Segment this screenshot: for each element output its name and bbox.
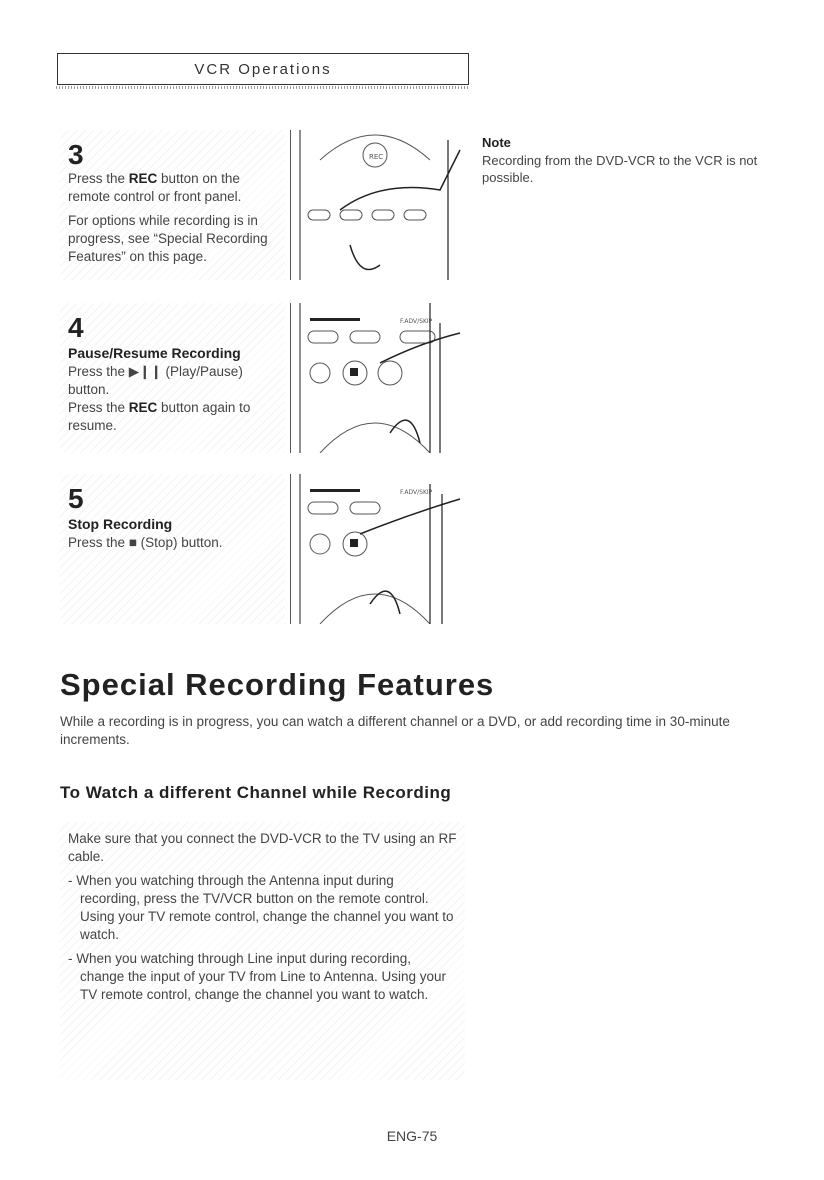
list-item: - When you watching through the Antenna input during recording, press the TV/VCR button on the remote control. Using your TV remote control, change the channel you want to watch. — [68, 873, 454, 942]
step-3 — [60, 130, 465, 280]
step-instruction: Press the REC button on the remote control or front panel. — [68, 171, 242, 204]
note-title: Note — [482, 135, 511, 150]
remote-label: F.ADV/SKIP — [400, 489, 433, 496]
note-text: Recording from the DVD-VCR to the VCR is not possible. — [482, 153, 758, 185]
step-5 — [60, 474, 465, 624]
step-3-text — [60, 130, 285, 280]
step-instruction: For options while recording is in progress, see “Special Recording Features” on this page. — [68, 213, 268, 264]
step-number: 4 — [68, 312, 84, 343]
remote-label: F.ADV/SKIP — [400, 318, 433, 325]
remote-illustration — [290, 474, 465, 624]
subsection-box — [60, 822, 465, 1080]
step-instruction: Press the REC button again to resume. — [68, 400, 251, 433]
subsection-title: To Watch a different Channel while Recording — [60, 783, 452, 802]
remote-illustration — [290, 303, 465, 453]
section-title: Special Recording Features — [60, 667, 495, 702]
page-number: ENG-75 — [386, 1128, 438, 1144]
note-block — [482, 135, 782, 186]
step-title: Pause/Resume Recording — [68, 345, 241, 361]
remote-label: REC — [369, 153, 384, 161]
step-instruction: Press the ■ (Stop) button. — [68, 535, 223, 550]
step-number: 5 — [68, 483, 84, 514]
section-header — [57, 53, 469, 85]
section-intro: While a recording is in progress, you can watch a different channel or a DVD, or add recording time in 30-minute increments. — [60, 714, 730, 747]
step-number: 3 — [68, 139, 84, 170]
section-header-title: VCR Operations — [194, 60, 332, 78]
step-5-text — [60, 474, 285, 624]
step-4-text — [60, 303, 285, 453]
step-4 — [60, 303, 465, 453]
remote-illustration — [290, 130, 465, 280]
list-item: - When you watching through Line input during recording, change the input of your TV from Line to Antenna. Using your TV remote control, change the channel you want to watch. — [68, 951, 446, 1002]
step-instruction: Press the ▶❙❙ (Play/Pause) button. — [68, 364, 243, 397]
step-title: Stop Recording — [68, 516, 173, 532]
subsection-lead: Make sure that you connect the DVD-VCR to the TV using an RF cable. — [68, 831, 457, 864]
